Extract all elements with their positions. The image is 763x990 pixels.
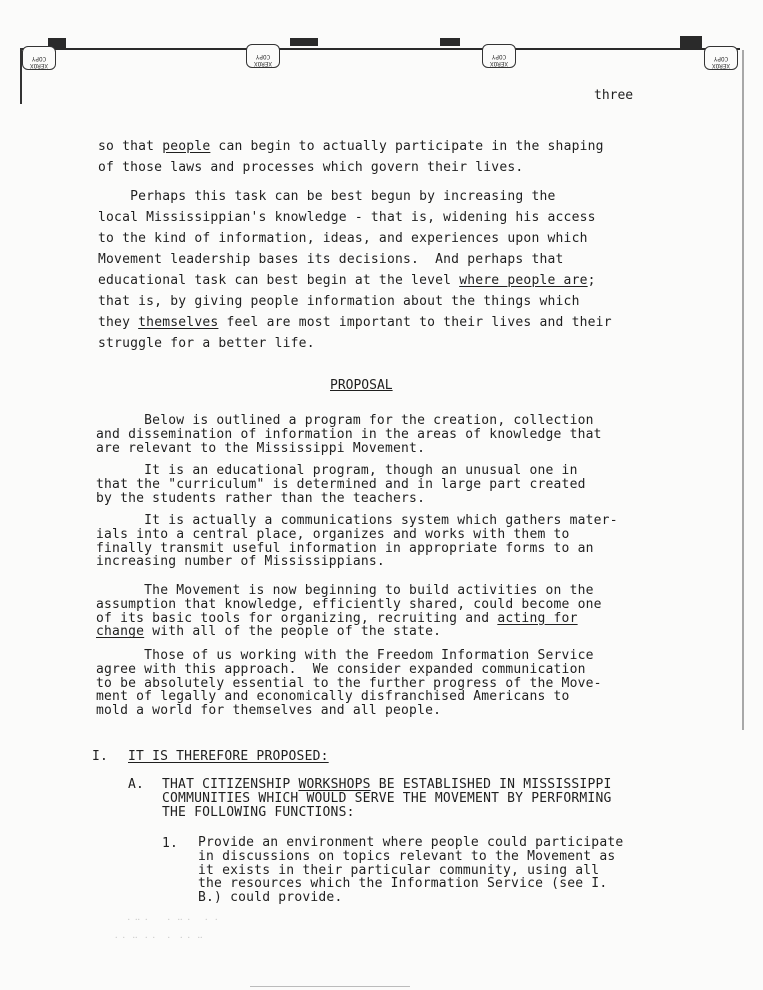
text-line — [96, 677, 602, 691]
text-line — [96, 414, 602, 428]
line-text: the resources which the Information Service (see I. — [198, 876, 608, 892]
text-line — [96, 542, 618, 556]
underlined-text: change — [96, 624, 145, 640]
text-line — [162, 792, 612, 806]
proposal-paragraph — [96, 514, 618, 569]
line-text: they — [98, 315, 139, 330]
line-text: B.) could provide. — [198, 890, 343, 906]
proposal-paragraph — [96, 464, 586, 505]
text-line — [98, 186, 612, 207]
line-text: It is an educational program, though an unusual one in — [96, 463, 578, 478]
text-line — [198, 864, 623, 878]
item-1-number: 1. — [162, 836, 179, 851]
underlined-text: themselves — [138, 315, 219, 330]
text-line — [98, 270, 612, 291]
text-line — [198, 891, 623, 905]
line-text: Below is outlined a program for the creation, collection — [96, 413, 594, 428]
xerox-copy-stamp: XEROX COPY — [22, 46, 56, 70]
text-line — [98, 228, 612, 249]
text-line — [98, 291, 612, 312]
line-text: THE FOLLOWING FUNCTIONS: — [162, 804, 355, 820]
line-text: It is actually a communications system which gathers mater- — [96, 513, 618, 528]
line-text: Perhaps this task can be best begun by increasing the — [98, 189, 556, 204]
proposal-paragraph — [96, 649, 602, 718]
text-line — [98, 333, 612, 354]
text-line — [96, 464, 586, 478]
proposal-paragraph — [96, 584, 602, 639]
text-line — [98, 207, 612, 228]
section-numeral: I. — [92, 749, 109, 764]
xerox-copy-stamp: XEROX COPY — [482, 44, 516, 68]
line-text: and dissemination of information in the areas of knowledge that — [96, 426, 602, 442]
line-text: local Mississippian's knowledge - that is, widening his access — [98, 210, 596, 225]
line-text: educational task can best begin at the level — [98, 273, 460, 288]
proposal-paragraph — [96, 414, 602, 455]
text-line — [98, 312, 612, 333]
top-border-line — [20, 48, 740, 50]
text-line — [96, 598, 602, 612]
text-line — [96, 625, 602, 639]
proposal-heading: PROPOSAL — [330, 378, 393, 393]
line-text: by the students rather than the teachers. — [96, 490, 426, 506]
scan-mark — [680, 36, 702, 48]
scan-mark — [290, 38, 318, 46]
scan-mark — [440, 38, 460, 46]
line-text: to be absolutely essential to the further progress of the Move- — [96, 675, 602, 691]
line-text: BE ESTABLISHED IN MISSISSIPPI — [370, 777, 612, 792]
text-line — [96, 492, 586, 506]
line-text: of its basic tools for organizing, recruiting and — [96, 610, 498, 626]
task-paragraph — [98, 186, 612, 354]
text-line — [96, 612, 602, 626]
section-title: IT IS THEREFORE PROPOSED: — [128, 749, 329, 764]
item-1-text — [198, 836, 623, 905]
line-text: that the "curriculum" is determined and in large part created — [96, 476, 586, 492]
text-line — [98, 136, 604, 157]
text-line — [96, 663, 602, 677]
text-line — [96, 584, 602, 598]
line-text: COMMUNITIES WHICH WOULD SERVE THE MOVEMENT BY PERFORMING — [162, 790, 612, 806]
right-border-line — [742, 50, 744, 730]
text-line — [96, 704, 602, 718]
text-line — [96, 555, 618, 569]
line-text: struggle for a better life. — [98, 336, 315, 351]
underlined-text: people — [162, 139, 211, 154]
text-line — [198, 836, 623, 850]
text-line — [96, 528, 618, 542]
text-line — [198, 850, 623, 864]
line-text: Movement leadership bases its decisions. And perhaps that — [98, 252, 564, 267]
page-number: three — [594, 88, 634, 103]
line-text: ; — [587, 273, 596, 288]
text-line — [98, 249, 612, 270]
text-line — [162, 778, 612, 792]
bleed-through-text: . . .. . . . . . .. — [110, 930, 203, 941]
text-line — [96, 428, 602, 442]
line-text: finally transmit useful information in appropriate forms to an — [96, 540, 594, 556]
line-text: mold a world for themselves and all people. — [96, 703, 442, 719]
underlined-text: where people are — [459, 273, 588, 288]
line-text: Provide an environment where people could participate — [198, 835, 624, 850]
text-line — [198, 877, 623, 891]
bleed-through-text: . .. . . .. . . . — [120, 912, 218, 923]
text-line — [98, 157, 604, 178]
line-text: so that — [98, 139, 163, 154]
text-line — [96, 649, 602, 663]
line-text: agree with this approach. We consider expanded communication — [96, 661, 586, 677]
text-line — [96, 478, 586, 492]
line-text: of those laws and processes which govern their lives. — [98, 160, 524, 175]
line-text: in discussions on topics relevant to the Movement as — [198, 848, 616, 864]
line-text: THAT CITIZENSHIP — [162, 777, 299, 792]
line-text: can begin to actually participate in the shaping — [210, 139, 604, 154]
line-text: feel are most important to their lives and their — [218, 315, 612, 330]
intro-paragraph — [98, 136, 604, 178]
line-text: are relevant to the Mississippi Movement. — [96, 440, 426, 456]
item-a-text — [162, 778, 612, 819]
underlined-text: acting for — [497, 610, 578, 626]
text-line — [96, 514, 618, 528]
line-text: assumption that knowledge, efficiently shared, could become one — [96, 596, 602, 612]
xerox-copy-stamp: XEROX COPY — [246, 44, 280, 68]
line-text: to the kind of information, ideas, and experiences upon which — [98, 231, 588, 246]
line-text: with all of the people of the state. — [144, 624, 442, 640]
line-text: Those of us working with the Freedom Information Service — [96, 648, 594, 663]
underlined-text: WORKSHOPS — [298, 777, 371, 792]
line-text: it exists in their particular community, using all — [198, 862, 600, 878]
text-line — [96, 690, 602, 704]
line-text: increasing number of Mississippians. — [96, 554, 385, 570]
line-text: The Movement is now beginning to build activities on the — [96, 583, 594, 598]
line-text: ment of legally and economically disfranchised Americans to — [96, 689, 570, 705]
text-line — [96, 442, 602, 456]
line-text: that is, by giving people information about the things which — [98, 294, 580, 309]
bottom-edge-line — [250, 986, 410, 987]
item-a-letter: A. — [128, 777, 145, 792]
xerox-copy-stamp: XEROX COPY — [704, 46, 738, 70]
line-text: ials into a central place, organizes and works with them to — [96, 526, 570, 542]
text-line — [162, 806, 612, 820]
